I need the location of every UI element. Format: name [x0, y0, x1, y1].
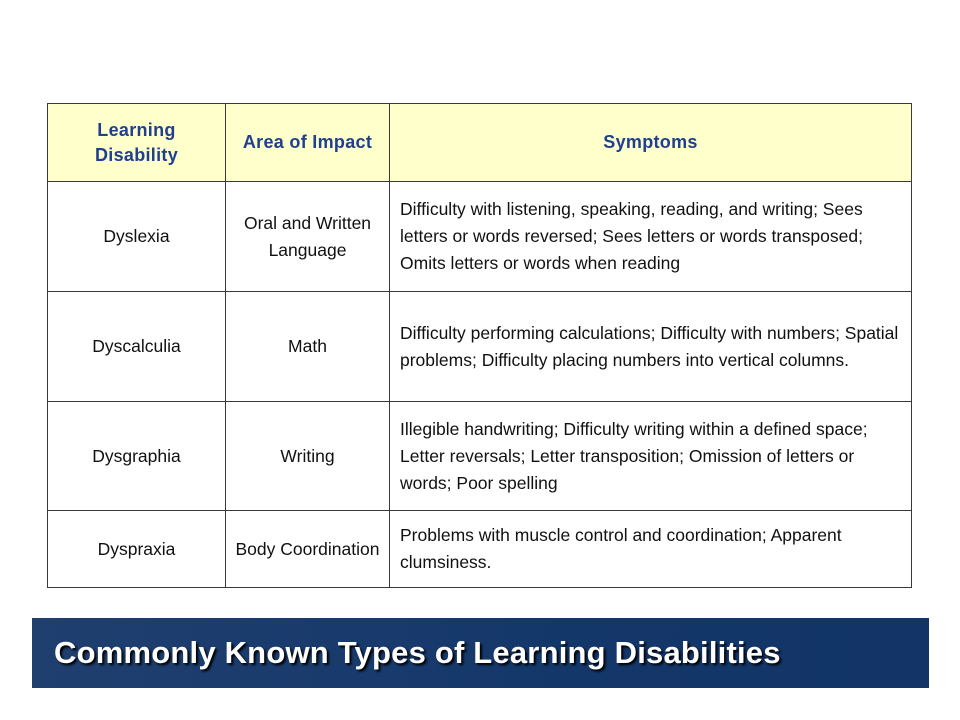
table-row: [48, 402, 912, 511]
symptoms-cell: Difficulty with listening, speaking, reading, and writing; Sees letters or words reversed; Sees letters or words transposed; Omits letters or words when reading: [390, 182, 912, 292]
disability-cell: Dyslexia: [48, 182, 226, 292]
symptoms-cell: Difficulty performing calculations; Difficulty with numbers; Spatial problems; Difficulty placing numbers into vertical columns.: [390, 292, 912, 402]
table-header-row: [48, 104, 912, 182]
table-row: [48, 182, 912, 292]
table-row: [48, 511, 912, 588]
area-cell: Math: [226, 292, 390, 402]
symptoms-cell: Illegible handwriting; Difficulty writing within a defined space; Letter reversals; Letter transposition; Omission of letters or words; Poor spelling: [390, 402, 912, 511]
disability-cell: Dysgraphia: [48, 402, 226, 511]
learning-disabilities-table: [47, 103, 912, 588]
area-cell: Body Coordination: [226, 511, 390, 588]
area-cell: Writing: [226, 402, 390, 511]
symptoms-cell: Problems with muscle control and coordination; Apparent clumsiness.: [390, 511, 912, 588]
disability-cell: Dyspraxia: [48, 511, 226, 588]
header-area-of-impact: Area of Impact: [226, 104, 390, 182]
header-learning-disability: Learning Disability: [48, 104, 226, 182]
header-symptoms: Symptoms: [390, 104, 912, 182]
disability-cell: Dyscalculia: [48, 292, 226, 402]
area-cell: Oral and Written Language: [226, 182, 390, 292]
slide-title: Commonly Known Types of Learning Disabilities: [54, 635, 781, 670]
title-bar: [32, 618, 929, 688]
table-row: [48, 292, 912, 402]
